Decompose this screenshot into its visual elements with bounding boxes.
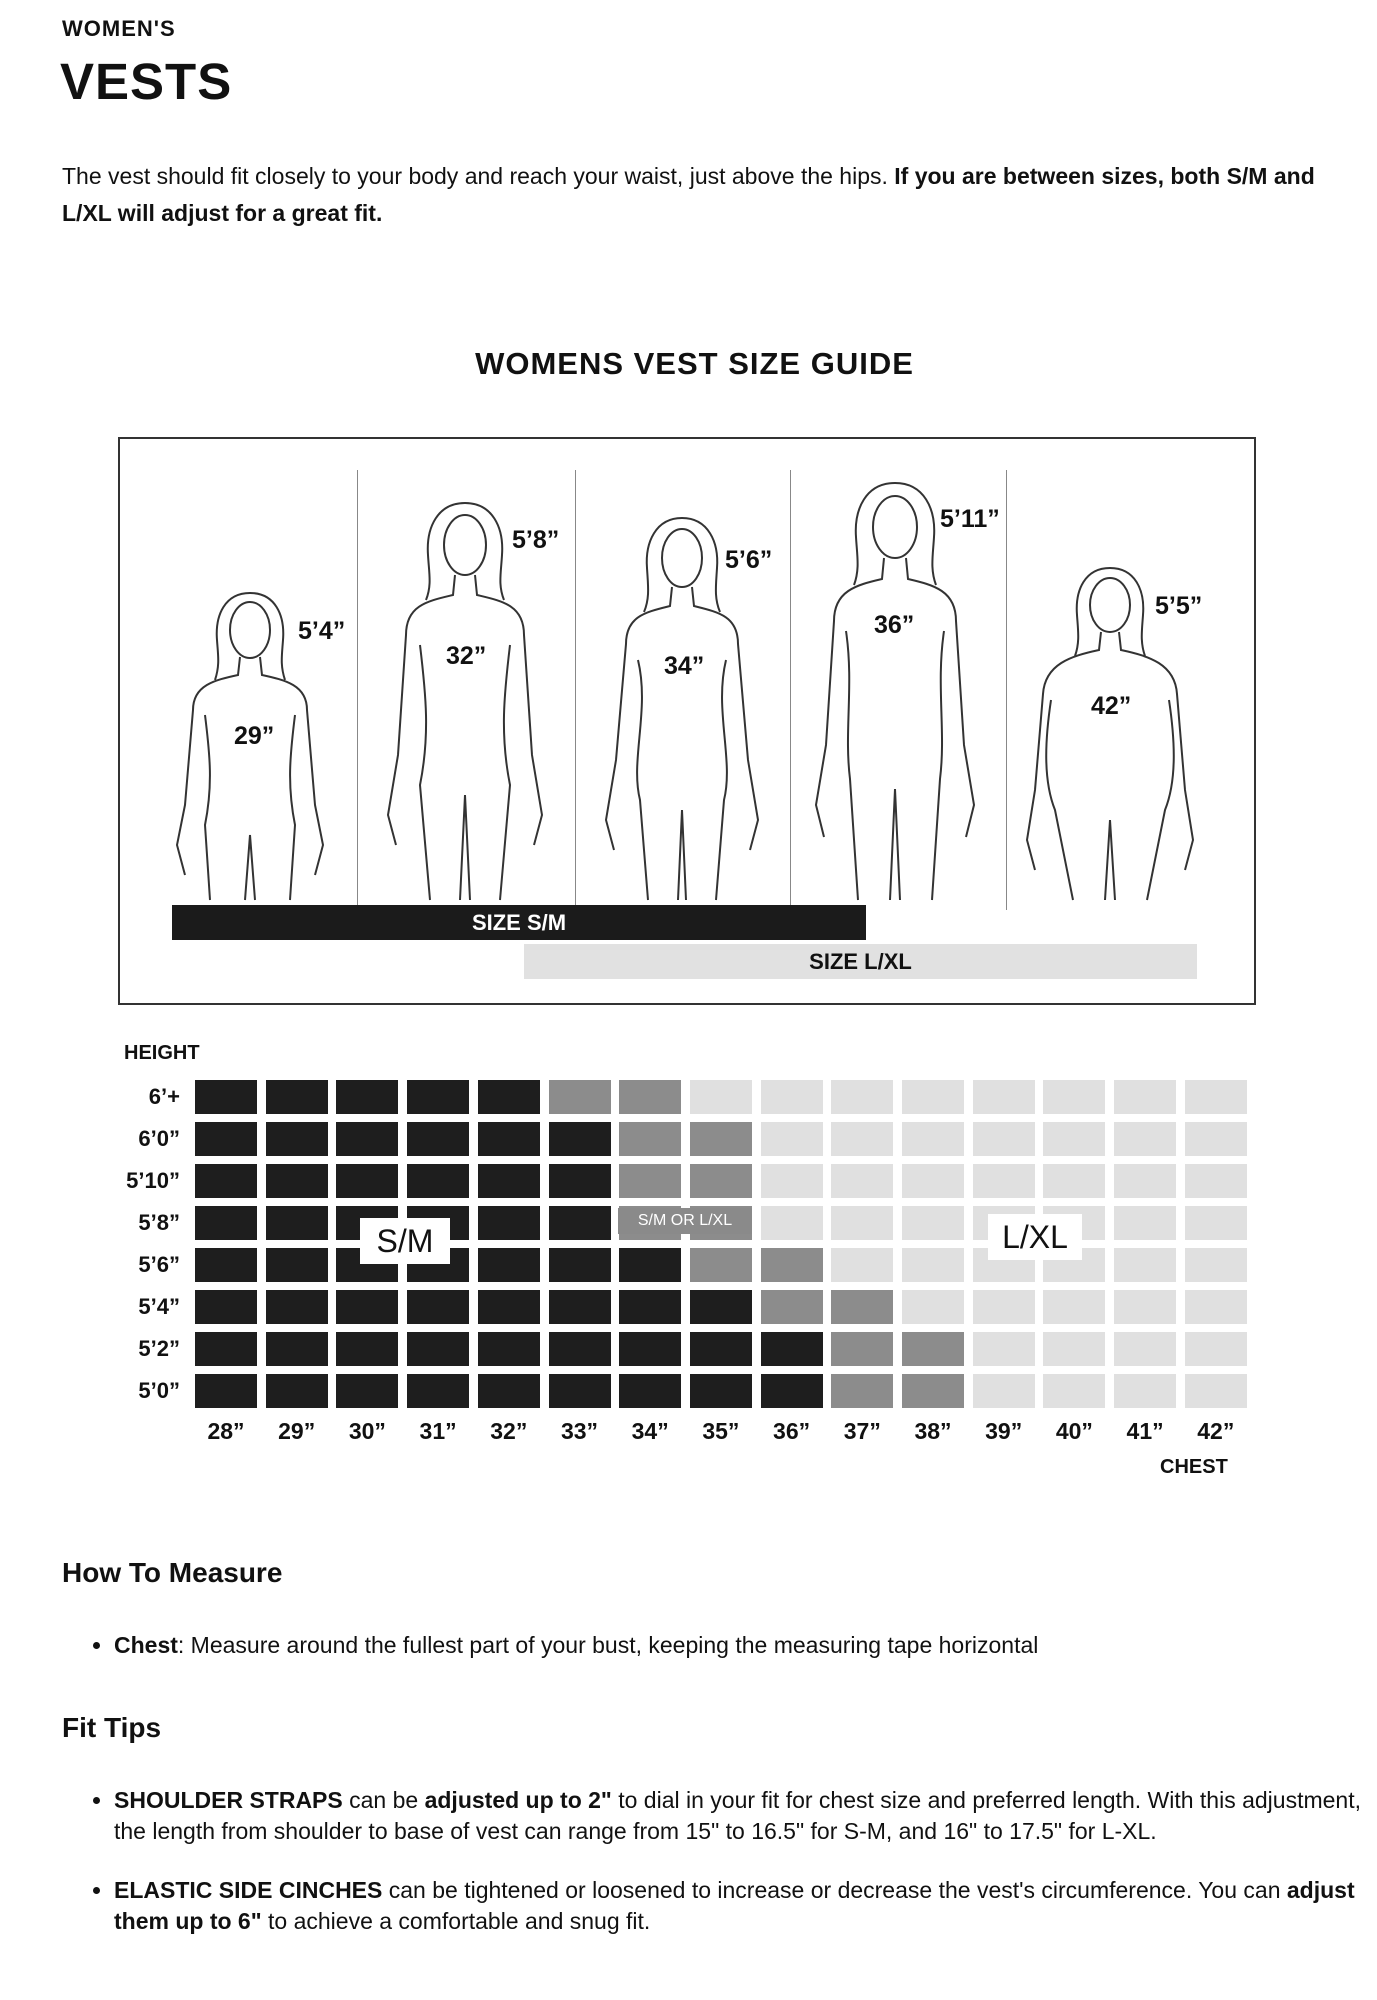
grid-cell (619, 1374, 681, 1408)
fit-tips-heading: Fit Tips (62, 1712, 162, 1743)
grid-cell (1114, 1164, 1176, 1198)
grid-cell (336, 1164, 398, 1198)
grid-cell (478, 1080, 540, 1114)
chest-term: Chest (114, 1632, 178, 1658)
grid-cell (195, 1332, 257, 1366)
grid-cell (1185, 1374, 1247, 1408)
grid-cell (1185, 1290, 1247, 1324)
grid-cell (761, 1080, 823, 1114)
column-label: 31” (419, 1418, 457, 1444)
grid-cell (690, 1080, 752, 1114)
grid-cell (549, 1164, 611, 1198)
row-label: 5’10” (126, 1168, 180, 1193)
grid-cell (195, 1206, 257, 1240)
grid-cell (1114, 1332, 1176, 1366)
grid-cell (902, 1206, 964, 1240)
grid-cell (266, 1332, 328, 1366)
grid-cell (478, 1290, 540, 1324)
grid-cell (549, 1080, 611, 1114)
grid-cell (619, 1248, 681, 1282)
column-label: 32” (490, 1418, 528, 1444)
grid-cell (831, 1206, 893, 1240)
row-label: 5’2” (138, 1336, 180, 1361)
figure-divider (790, 470, 791, 910)
grid-cell (1043, 1122, 1105, 1156)
grid-cell (549, 1122, 611, 1156)
grid-cell (1185, 1080, 1247, 1114)
grid-cell (266, 1122, 328, 1156)
grid-cell (478, 1206, 540, 1240)
measure-list (62, 1630, 1377, 1689)
column-label: 41” (1126, 1418, 1164, 1444)
zone-label-lxl: L/XL (988, 1214, 1082, 1260)
column-label: 36” (773, 1418, 811, 1444)
grid-cell (195, 1080, 257, 1114)
size-guide-title: WOMENS VEST SIZE GUIDE (475, 346, 914, 381)
grid-cell (1185, 1122, 1247, 1156)
grid-cell (831, 1080, 893, 1114)
figure-chest-label: 32” (442, 642, 490, 671)
grid-cell (195, 1290, 257, 1324)
column-label: 34” (631, 1418, 669, 1444)
grid-cell (336, 1374, 398, 1408)
tip-term: SHOULDER STRAPS (114, 1787, 343, 1813)
grid-cell (973, 1080, 1035, 1114)
grid-cell (407, 1122, 469, 1156)
intro-text: The vest should fit closely to your body and reach your waist, just above the hips. (62, 163, 888, 189)
figure-height-label: 5’8” (512, 526, 560, 554)
grid-cell (407, 1332, 469, 1366)
row-label: 5’6” (138, 1252, 180, 1277)
intro-paragraph (62, 158, 1322, 232)
column-label: 33” (560, 1418, 599, 1444)
tip-text: to achieve a comfortable and snug fit. (261, 1908, 651, 1934)
how-to-measure-heading: How To Measure (62, 1557, 283, 1588)
grid-cell (1185, 1164, 1247, 1198)
chest-axis-label: CHEST (1160, 1456, 1228, 1478)
grid-cell (690, 1122, 752, 1156)
figure-height-label: 5’4” (298, 617, 346, 645)
grid-cell (1114, 1374, 1176, 1408)
grid-cell (619, 1080, 681, 1114)
column-label: 35” (702, 1418, 740, 1444)
list-item (114, 1875, 1377, 1937)
column-label: 29” (278, 1418, 316, 1444)
grid-cell (1114, 1080, 1176, 1114)
zone-label-sm: S/M (360, 1218, 450, 1264)
row-label: 5’8” (138, 1210, 180, 1235)
grid-cell (336, 1332, 398, 1366)
grid-cell (549, 1248, 611, 1282)
row-label: 6’0” (138, 1126, 180, 1151)
grid-cell (1043, 1332, 1105, 1366)
grid-cell (973, 1374, 1035, 1408)
grid-cell (1114, 1248, 1176, 1282)
grid-cell (619, 1122, 681, 1156)
grid-cell (761, 1164, 823, 1198)
figure-chest-label: 34” (660, 652, 708, 681)
grid-cell (690, 1290, 752, 1324)
grid-cell (266, 1206, 328, 1240)
grid-cell (902, 1290, 964, 1324)
column-label: 39” (985, 1418, 1023, 1444)
grid-cell (1185, 1248, 1247, 1282)
grid-cell (195, 1248, 257, 1282)
grid-cell (831, 1290, 893, 1324)
grid-cell (902, 1122, 964, 1156)
row-label: 5’4” (138, 1294, 180, 1319)
grid-cell (761, 1290, 823, 1324)
fit-tips-list (62, 1785, 1377, 1965)
grid-cell (619, 1164, 681, 1198)
zone-label-sm-or-lxl: S/M OR L/XL (618, 1208, 752, 1234)
figure-divider (1006, 470, 1007, 910)
grid-cell (761, 1248, 823, 1282)
grid-cell (831, 1164, 893, 1198)
height-axis-label: HEIGHT (124, 1042, 200, 1064)
grid-cell (1185, 1206, 1247, 1240)
grid-cell (407, 1290, 469, 1324)
column-label: 42” (1197, 1418, 1235, 1444)
figure-chest-label: 36” (870, 611, 918, 640)
grid-cell (1043, 1290, 1105, 1324)
size-lxl-range-bar: SIZE L/XL (524, 944, 1197, 979)
grid-cell (831, 1122, 893, 1156)
grid-cell (690, 1374, 752, 1408)
figure-chest-label: 42” (1087, 692, 1135, 721)
grid-cell (195, 1374, 257, 1408)
grid-cell (1114, 1206, 1176, 1240)
page-kicker: WOMEN'S (62, 16, 176, 41)
grid-cell (690, 1248, 752, 1282)
woman-figure-icon (370, 495, 560, 905)
grid-cell (902, 1374, 964, 1408)
grid-cell (549, 1332, 611, 1366)
figure-divider (575, 470, 576, 910)
grid-cell (831, 1374, 893, 1408)
grid-cell (902, 1080, 964, 1114)
grid-cell (761, 1206, 823, 1240)
grid-cell (549, 1290, 611, 1324)
intro-bold-text: If you are between sizes, both S/M and L/XL will adjust for a great fit. (62, 163, 1315, 226)
grid-cell (973, 1164, 1035, 1198)
grid-cell (619, 1332, 681, 1366)
grid-cell (1043, 1164, 1105, 1198)
grid-cell (549, 1206, 611, 1240)
grid-cell (478, 1164, 540, 1198)
grid-cell (761, 1122, 823, 1156)
grid-cell (902, 1164, 964, 1198)
grid-cell (973, 1122, 1035, 1156)
grid-cell (336, 1290, 398, 1324)
column-label: 37” (843, 1418, 881, 1444)
grid-cell (1114, 1122, 1176, 1156)
grid-cell (1043, 1374, 1105, 1408)
grid-cell (195, 1122, 257, 1156)
tip-text: to dial in your fit for chest size and preferred length. With this adjustment, the length from shoulder to base of vest can range from 15" to 16.5" for S-M, and 16" to 17.5" for L-XL. (114, 1787, 1361, 1844)
figure-chest-label: 29” (230, 722, 278, 751)
grid-cell (336, 1080, 398, 1114)
tip-emphasis: adjust them up to 6" (114, 1877, 1355, 1934)
grid-cell (831, 1332, 893, 1366)
grid-cell (407, 1080, 469, 1114)
chest-text: : Measure around the fullest part of your bust, keeping the measuring tape horizontal (177, 1632, 1039, 1658)
grid-cell (478, 1122, 540, 1156)
grid-cell (336, 1122, 398, 1156)
grid-cell (549, 1374, 611, 1408)
list-item (114, 1630, 1377, 1661)
grid-cell (973, 1332, 1035, 1366)
grid-cell (478, 1248, 540, 1282)
grid-cell (1043, 1080, 1105, 1114)
grid-cell (266, 1080, 328, 1114)
grid-cell (831, 1248, 893, 1282)
grid-cell (407, 1374, 469, 1408)
row-label: 5’0” (138, 1378, 180, 1403)
grid-cell (266, 1290, 328, 1324)
tip-emphasis: adjusted up to 2" (424, 1787, 612, 1813)
size-sm-range-bar: SIZE S/M (172, 905, 866, 940)
grid-cell (761, 1332, 823, 1366)
grid-cell (266, 1248, 328, 1282)
tip-term: ELASTIC SIDE CINCHES (114, 1877, 383, 1903)
page-title: VESTS (60, 53, 233, 110)
column-label: 30” (348, 1418, 386, 1444)
grid-cell (902, 1248, 964, 1282)
grid-cell (1114, 1290, 1176, 1324)
grid-cell (902, 1332, 964, 1366)
tip-text: can be tightened or loosened to increase or decrease the vest's circumference. You can (382, 1877, 1287, 1903)
grid-cell (478, 1332, 540, 1366)
grid-cell (690, 1332, 752, 1366)
woman-figure-icon (800, 475, 990, 905)
row-label: 6’+ (148, 1084, 180, 1109)
grid-cell (266, 1374, 328, 1408)
grid-cell (407, 1164, 469, 1198)
grid-cell (195, 1164, 257, 1198)
grid-cell (973, 1290, 1035, 1324)
list-item (114, 1785, 1377, 1847)
column-label: 40” (1055, 1418, 1093, 1444)
grid-cell (761, 1374, 823, 1408)
grid-cell (266, 1164, 328, 1198)
grid-cell (1185, 1332, 1247, 1366)
column-label: 28” (207, 1418, 245, 1444)
column-label: 38” (914, 1418, 952, 1444)
grid-cell (478, 1374, 540, 1408)
grid-cell (619, 1290, 681, 1324)
figure-height-label: 5’6” (725, 546, 773, 574)
grid-cell (690, 1164, 752, 1198)
figure-height-label: 5’5” (1155, 592, 1203, 620)
figure-divider (357, 470, 358, 910)
tip-text: can be (342, 1787, 425, 1813)
figure-height-label: 5’11” (940, 505, 1000, 533)
